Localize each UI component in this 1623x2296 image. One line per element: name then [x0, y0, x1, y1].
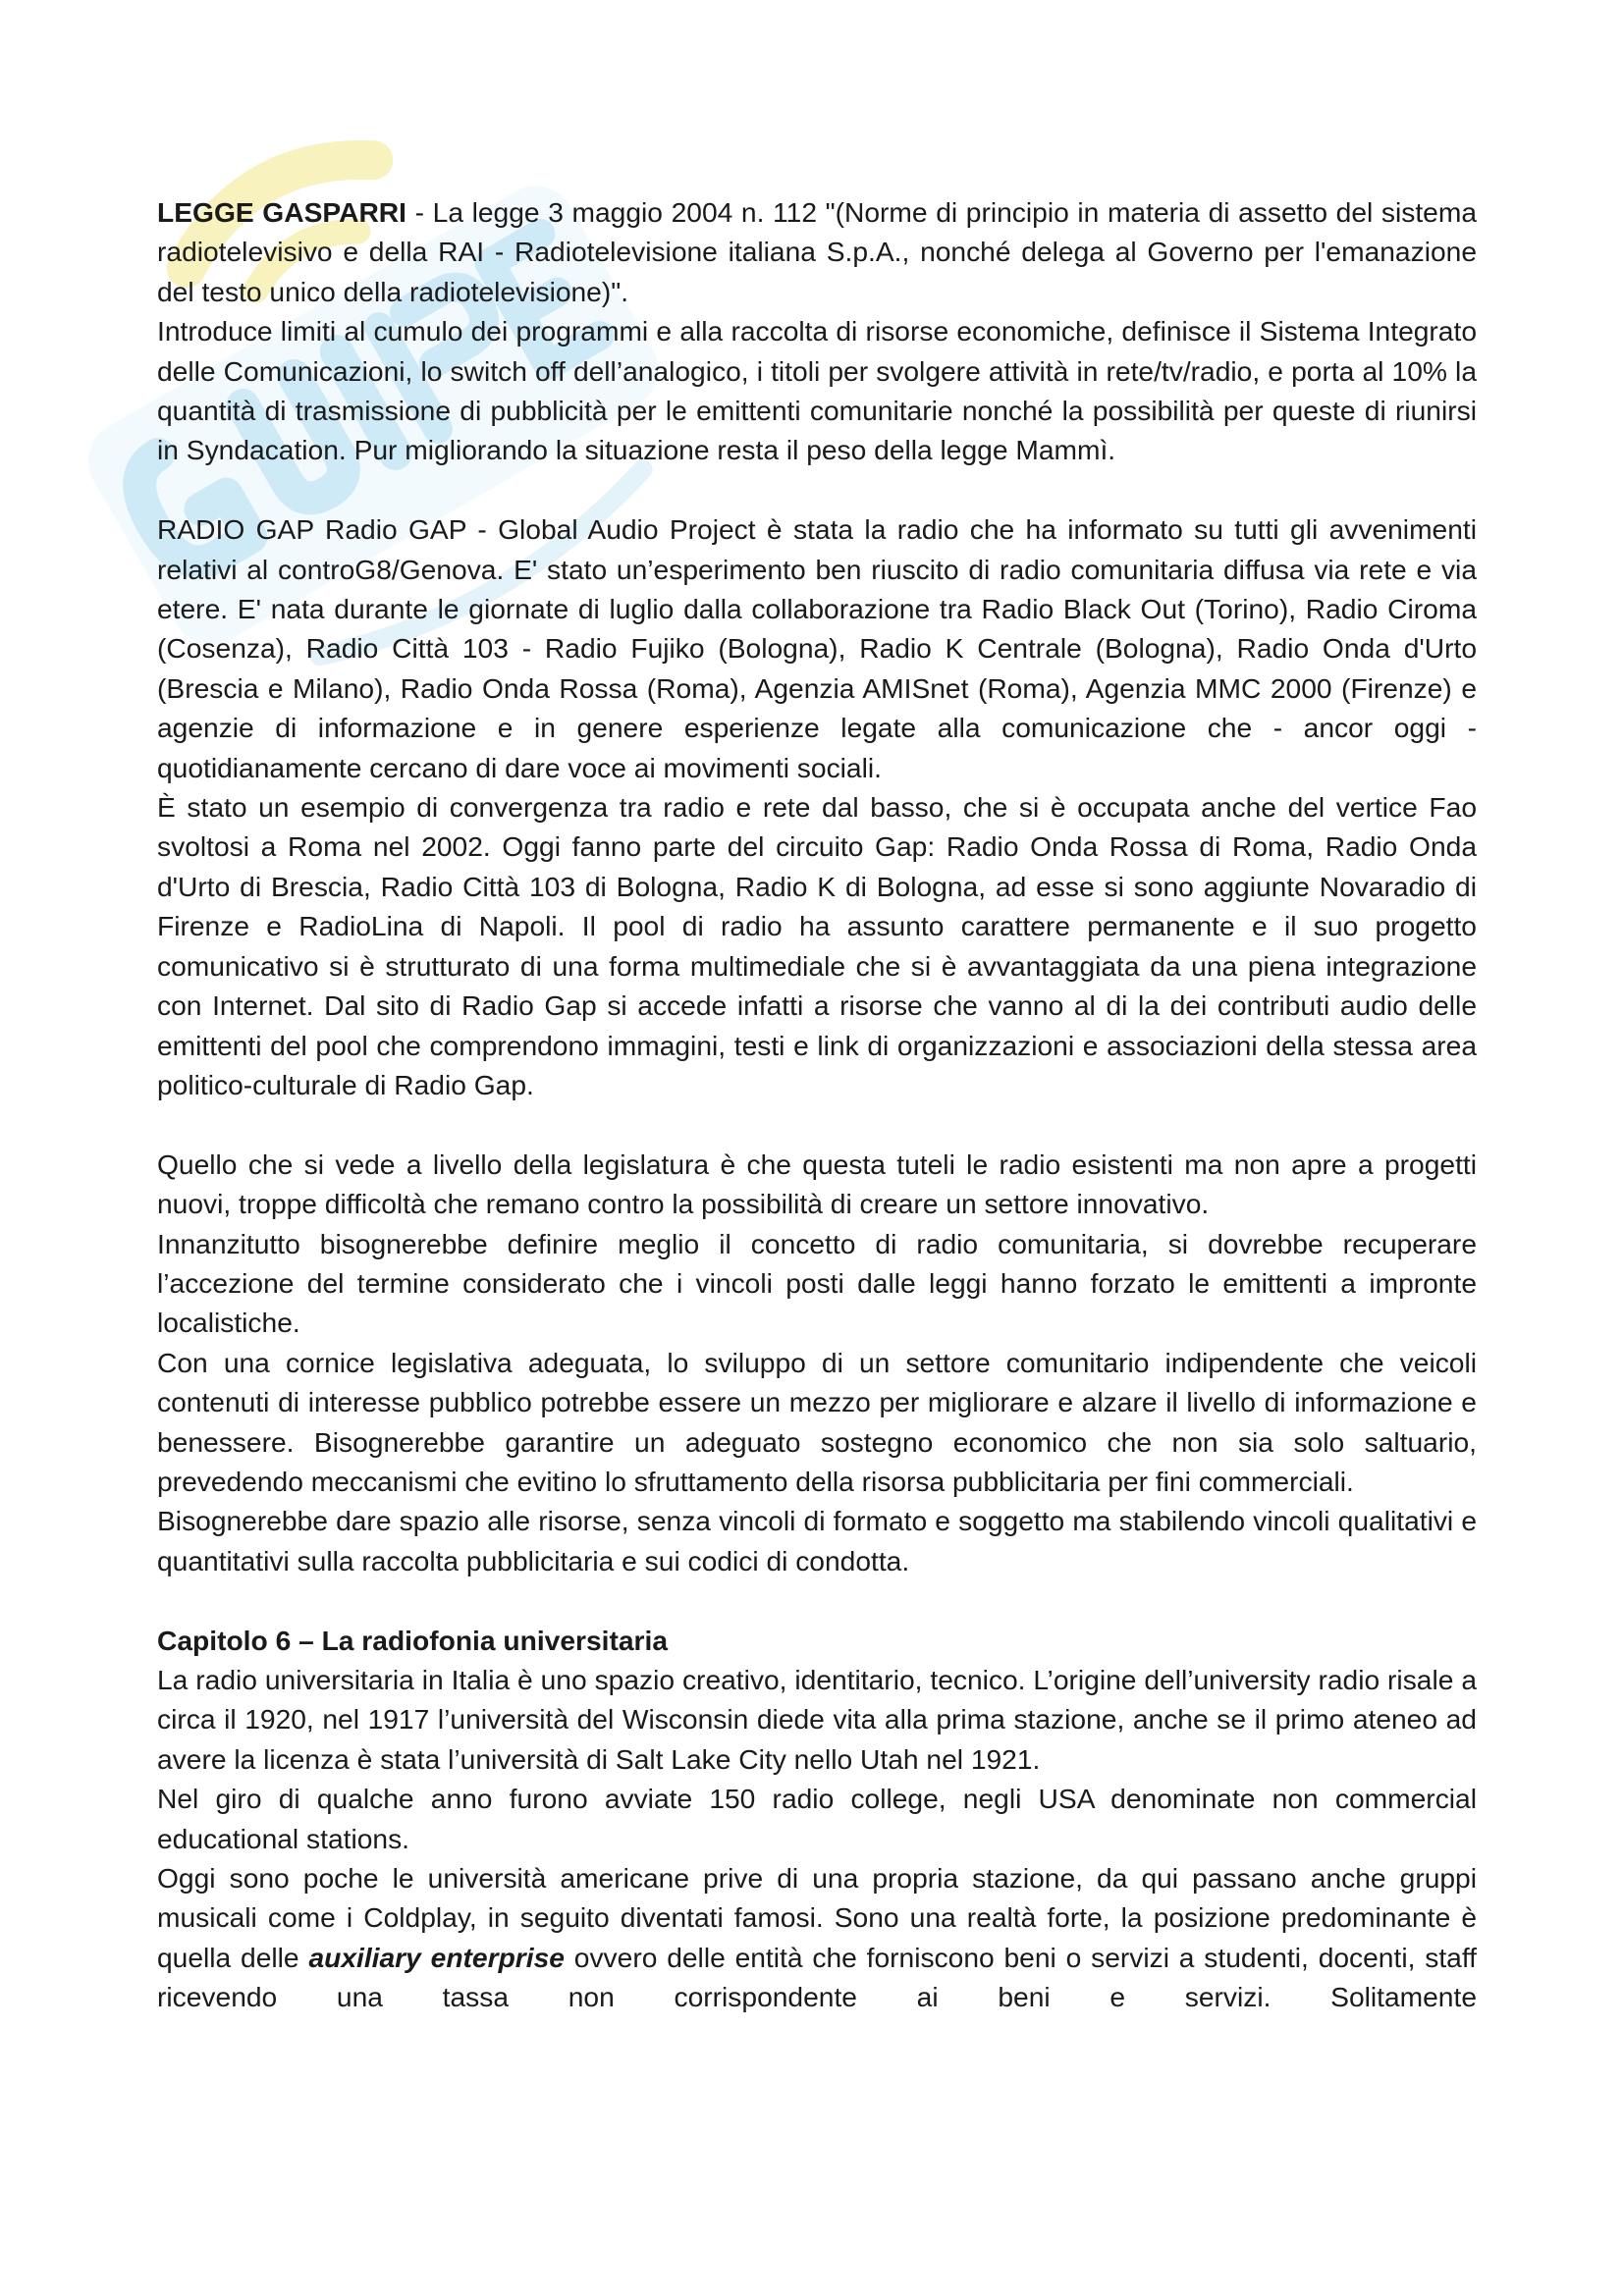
document-body — [157, 192, 1477, 2017]
legislatura-paragraph-2: Innanzitutto bisognerebbe definire meglio il concetto di radio comunitaria, si dovrebbe recuperare l’accezione del termine considerato che i vincoli posti dalle leggi hanno forzato le emittenti a impronte localistiche. — [157, 1227, 1477, 1339]
radio-gap-paragraph-1: RADIO GAP Radio GAP - Global Audio Project è stata la radio che ha informato su tutti gli avvenimenti relativi al controG8/Genova. E' stato un’esperimento ben riuscito di radio comunitaria diffusa via rete e via etere. E' nata durante le giornate di luglio dalla collaborazione tra Radio Black Out (Torino), Radio Ciroma (Cosenza), Radio Città 103 - Radio Fujiko (Bologna), Radio K Centrale (Bologna), Radio Onda d'Urto (Brescia e Milano), Radio Onda Rossa (Roma), Agenzia AMISnet (Roma), Agenzia MMC 2000 (Firenze) e agenzie di informazione e in genere esperienze legate alla comunicazione che - ancor oggi - quotidianamente cercano di dare voce ai movimenti sociali. — [157, 513, 1477, 783]
chapter-6-paragraph-3 — [157, 1858, 1477, 2017]
legislatura-paragraph-1: Quello che si vede a livello della legislatura è che questa tuteli le radio esistenti ma non apre a progetti nuovi, troppe difficoltà che remano contro la possibilità di creare un settore innovativo. — [157, 1148, 1477, 1220]
legge-gasparri-paragraph — [157, 192, 1477, 311]
legislatura-paragraph-3: Con una cornice legislativa adeguata, lo sviluppo di un settore comunitario indipendente che veicoli contenuti di interesse pubblico potrebbe essere un mezzo per migliorare e alzare il livello di informazione e benessere. Bisognerebbe garantire un adeguato sostegno economico che non sia solo saltuario, prevedendo meccanismi che evitino lo sfruttamento della risorsa pubblicitaria per fini commerciali. — [157, 1346, 1477, 1497]
legge-gasparri-description: Introduce limiti al cumulo dei programmi e alla raccolta di risorse economiche, definisce il Sistema Integrato delle Comunicazioni, lo switch off dell’analogico, i titoli per svolgere attività in rete/tv/radio, e porta al 10% la quantità di trasmissione di pubblicità per le emittenti comunitarie nonché la possibilità per queste di riunirsi in Syndacation. Pur migliorando la situazione resta il peso della legge Mammì. — [157, 315, 1477, 466]
chapter-6-paragraph-1: La radio universitaria in Italia è uno spazio creativo, identitario, tecnico. L’origine dell’university radio risale a circa il 1920, nel 1917 l’università del Wisconsin diede vita alla prima stazione, anche se il primo ateneo ad avere la licenza è stata l’università di Salt Lake City nello Utah nel 1921. — [157, 1663, 1477, 1775]
chapter-6-paragraph-2: Nel giro di qualche anno furono avviate 150 radio college, negli USA denominate non commercial educational stations. — [157, 1783, 1477, 1854]
auxiliary-enterprise-term: auxiliary enterprise — [308, 1941, 565, 1973]
legge-gasparri-intro: - La legge 3 maggio 2004 n. 112 "(Norme di principio in materia di assetto del sistema radiotelevisivo e della RAI - Radiotelevisione italiana S.p.A., nonché delega al Governo per l'emanazione del testo unico della radiotelevisione)". — [157, 196, 1477, 307]
chapter-6-paragraph-3-end: ovvero delle entità che forniscono beni o servizi a studenti, docenti, staff ricevendo una tassa non corrispondente ai beni e servizi. Solitamente — [157, 1941, 1477, 2013]
legislatura-paragraph-4: Bisognerebbe dare spazio alle risorse, senza vincoli di formato e soggetto ma stabilendo vincoli qualitativi e quantitativi sulla raccolta pubblicitaria e sui codici di condotta. — [157, 1505, 1477, 1576]
legge-gasparri-heading: LEGGE GASPARRI — [157, 196, 406, 228]
chapter-6-paragraph-3-start: Oggi sono poche le università americane prive di una propria stazione, da qui passano anche gruppi musicali come i Coldplay, in seguito diventati famosi. Sono una realtà forte, la posizione predominante è quella delle — [157, 1862, 1477, 1973]
chapter-6-title: Capitolo 6 – La radiofonia universitaria — [157, 1624, 669, 1656]
radio-gap-paragraph-2: È stato un esempio di convergenza tra radio e rete dal basso, che si è occupata anche del vertice Fao svoltosi a Roma nel 2002. Oggi fanno parte del circuito Gap: Radio Onda Rossa di Roma, Radio Onda d'Urto di Brescia, Radio Città 103 di Bologna, Radio K di Bologna, ad esse si sono aggiunte Novaradio di Firenze e RadioLina di Napoli. Il pool di radio ha assunto carattere permanente e il suo progetto comunicativo si è strutturato di una forma multimediale che si è avvantaggiata da una piena integrazione con Internet. Dal sito di Radio Gap si accede infatti a risorse che vanno al di la dei contributi audio delle emittenti del pool che comprendono immagini, testi e link di organizzazioni e associazioni della stessa area politico-culturale di Radio Gap. — [157, 791, 1477, 1100]
